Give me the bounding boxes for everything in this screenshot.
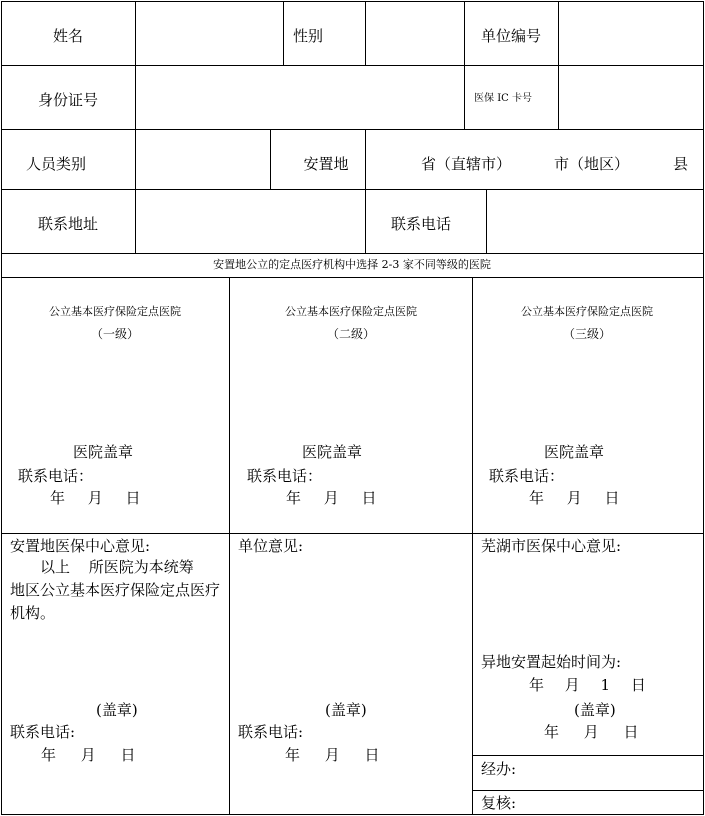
handler-label: 经办: [481, 760, 517, 778]
row-divider [1, 277, 704, 278]
hospital-seal: 医院盖章 [544, 443, 605, 461]
unit-no-field[interactable] [559, 2, 703, 65]
relocation-start-label: 异地安置起始时间为: [481, 653, 622, 671]
address-field[interactable] [136, 190, 365, 253]
name-label: 姓名 [52, 27, 84, 45]
center-opinion-line1: 以上 所医院为本统筹 [40, 558, 194, 576]
unit-stamp: (盖章) [325, 701, 367, 719]
relocation-start-date: 年 月 1 日 [529, 676, 646, 694]
center-stamp: (盖章) [96, 701, 138, 719]
wuhu-stamp: (盖章) [574, 701, 616, 719]
col-divider [229, 277, 230, 815]
hospital-level: （三级） [562, 327, 612, 341]
wuhu-opinion-title: 芜湖市医保中心意见: [481, 537, 622, 555]
review-label: 复核: [481, 794, 517, 812]
center-opinion-body [10, 556, 224, 625]
row-divider [1, 253, 704, 254]
province-text: 省（直辖市） [421, 155, 512, 173]
border-right [703, 1, 704, 815]
unit-no-label: 单位编号 [480, 27, 542, 45]
hospital-seal: 医院盖章 [73, 443, 134, 461]
row-divider [1, 533, 704, 534]
id-field[interactable] [136, 66, 464, 129]
row-divider [472, 755, 704, 756]
hospital-level: （一级） [90, 327, 140, 341]
border-left [1, 1, 2, 815]
col-divider [270, 129, 271, 189]
center-opinion-rest: 地区公立基本医疗保险定点医疗机构。 [10, 581, 221, 622]
row-divider [1, 129, 704, 130]
hospital-date: 年 月 日 [529, 489, 620, 507]
col-divider [365, 129, 366, 253]
hospital-seal: 医院盖章 [302, 443, 363, 461]
hospital-phone-label: 联系电话： [489, 467, 565, 485]
col-divider [464, 1, 465, 129]
hospital-date: 年 月 日 [286, 489, 377, 507]
phone-field[interactable] [487, 190, 703, 253]
hospital-phone-label: 联系电话： [18, 467, 94, 485]
hospital-instruction: 安置地公立的定点医疗机构中选择 2-3 家不同等级的医院 [213, 258, 491, 271]
ic-card-label: 医保 IC 卡号 [474, 93, 532, 104]
hospital-title: 公立基本医疗保险定点医院 [49, 305, 181, 318]
ic-card-field[interactable] [559, 66, 703, 129]
hospital-phone-label: 联系电话： [247, 467, 323, 485]
center-phone-label: 联系电话: [10, 723, 76, 741]
unit-phone-label: 联系电话: [238, 723, 304, 741]
col-divider [472, 277, 473, 815]
name-field[interactable] [136, 2, 283, 65]
city-text: 市（地区） [554, 155, 630, 173]
address-label: 联系地址 [37, 215, 99, 233]
phone-label: 联系电话 [390, 215, 452, 233]
col-divider [283, 1, 284, 65]
hospital-date: 年 月 日 [50, 489, 141, 507]
id-label: 身份证号 [37, 91, 99, 109]
wuhu-date: 年 月 日 [544, 723, 639, 741]
location-label: 安置地 [303, 155, 349, 173]
center-opinion-title: 安置地医保中心意见: [10, 537, 151, 555]
gender-field[interactable] [366, 2, 464, 65]
hospital-level: （二级） [326, 327, 376, 341]
row-divider [472, 790, 704, 791]
hospital-title: 公立基本医疗保险定点医院 [285, 305, 417, 318]
hospital-title: 公立基本医疗保险定点医院 [521, 305, 653, 318]
category-label: 人员类别 [25, 155, 87, 173]
category-field[interactable] [136, 130, 270, 189]
unit-date: 年 月 日 [285, 746, 380, 764]
center-date: 年 月 日 [41, 746, 136, 764]
border-bottom [1, 814, 704, 815]
gender-label: 性别 [292, 27, 324, 45]
unit-opinion-title: 单位意见: [238, 537, 304, 555]
county-text: 县 [673, 155, 689, 173]
